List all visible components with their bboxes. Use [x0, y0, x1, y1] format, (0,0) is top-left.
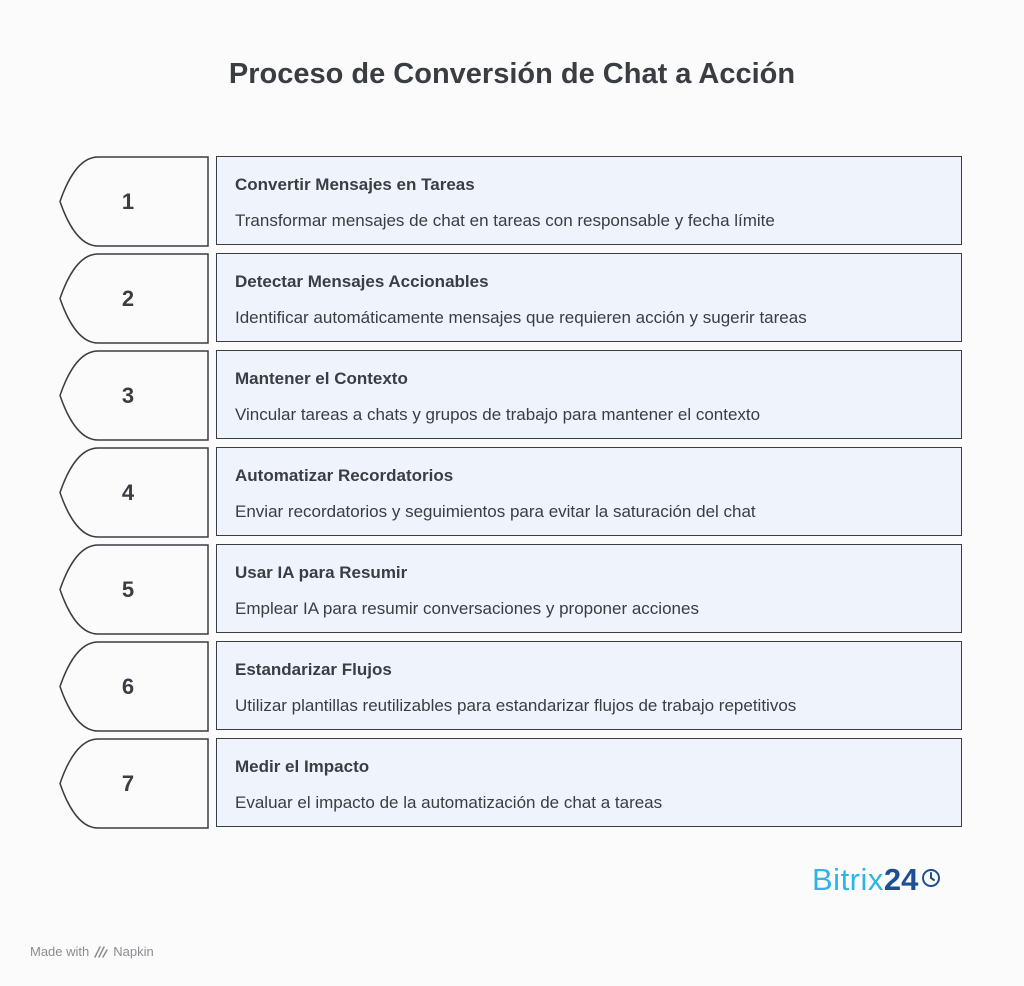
clock-icon	[921, 868, 941, 888]
step-number-tab	[58, 253, 210, 344]
napkin-icon	[94, 946, 108, 958]
step-description: Transformar mensajes de chat en tareas con responsable y fecha límite	[235, 211, 775, 230]
step-number-tab	[58, 350, 210, 441]
step-description: Vincular tareas a chats y grupos de trabajo para mantener el contexto	[235, 405, 761, 424]
step-6	[58, 641, 966, 732]
step-title: Medir el Impacto	[235, 757, 370, 776]
step-number: 6	[121, 673, 135, 699]
step-card	[216, 156, 962, 245]
step-2	[58, 253, 966, 344]
napkin-label: Napkin	[113, 944, 154, 959]
step-title: Mantener el Contexto	[235, 369, 408, 388]
step-description: Identificar automáticamente mensajes que requieren acción y sugerir tareas	[235, 308, 807, 327]
step-number: 3	[121, 382, 135, 408]
step-number: 2	[121, 285, 135, 311]
step-4	[58, 447, 966, 538]
logo-number: 24	[883, 862, 919, 897]
step-description: Utilizar plantillas reutilizables para estandarizar flujos de trabajo repetitivos	[235, 696, 797, 715]
step-title: Estandarizar Flujos	[235, 660, 392, 679]
step-title: Convertir Mensajes en Tareas	[235, 175, 475, 194]
bitrix24-logo	[812, 862, 941, 898]
step-number: 7	[121, 770, 135, 796]
step-number-tab	[58, 544, 210, 635]
step-description: Emplear IA para resumir conversaciones y proponer acciones	[235, 599, 699, 618]
diagram-title: Proceso de Conversión de Chat a Acción	[228, 58, 796, 90]
step-card	[216, 447, 962, 536]
step-description: Evaluar el impacto de la automatización de chat a tareas	[235, 793, 663, 812]
step-1	[58, 156, 966, 247]
step-5	[58, 544, 966, 635]
step-title: Detectar Mensajes Accionables	[235, 272, 489, 291]
step-description: Enviar recordatorios y seguimientos para evitar la saturación del chat	[235, 502, 756, 521]
step-number-tab	[58, 641, 210, 732]
step-number-tab	[58, 447, 210, 538]
step-title: Usar IA para Resumir	[235, 563, 408, 582]
made-with-label: Made with	[30, 944, 90, 959]
step-3	[58, 350, 966, 441]
step-number: 4	[121, 479, 135, 505]
step-card	[216, 738, 962, 827]
logo-word: Bitrix	[812, 862, 884, 897]
step-card	[216, 544, 962, 633]
steps-list	[58, 156, 966, 835]
step-number-tab	[58, 738, 210, 829]
step-7	[58, 738, 966, 829]
made-with-napkin[interactable]	[30, 944, 154, 959]
step-number: 1	[121, 188, 135, 214]
step-title: Automatizar Recordatorios	[235, 466, 454, 485]
step-number: 5	[121, 576, 135, 602]
step-number-tab	[58, 156, 210, 247]
step-card	[216, 641, 962, 730]
step-card	[216, 253, 962, 342]
step-card	[216, 350, 962, 439]
